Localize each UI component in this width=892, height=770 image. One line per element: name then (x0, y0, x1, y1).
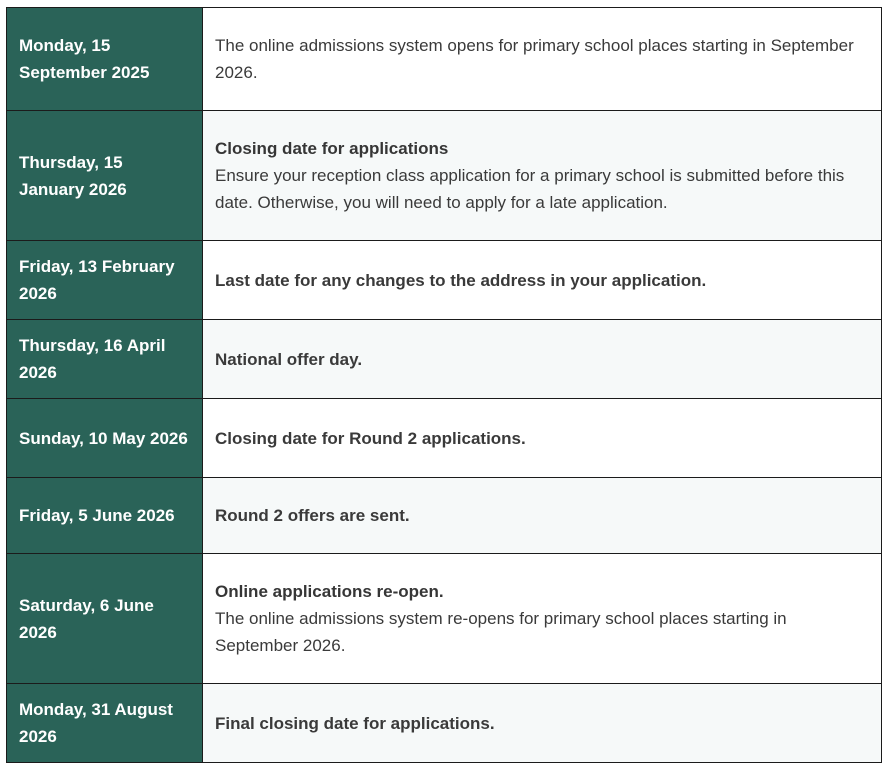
description-cell (203, 399, 882, 478)
description-title: National offer day. (215, 349, 363, 369)
table-row (7, 8, 882, 111)
date-cell: Monday, 15 September 2025 (7, 8, 203, 111)
description-cell (203, 111, 882, 241)
table-row (7, 320, 882, 399)
description-text: The online admissions system re-opens for primary school places starting in September 2026. (215, 609, 787, 655)
description-cell (203, 320, 882, 399)
table-row (7, 111, 882, 241)
table-row (7, 684, 882, 763)
date-cell: Thursday, 15 January 2026 (7, 111, 203, 241)
description-title: Closing date for Round 2 applications. (215, 428, 526, 448)
description-cell (203, 684, 882, 763)
date-cell: Friday, 5 June 2026 (7, 478, 203, 554)
date-cell: Sunday, 10 May 2026 (7, 399, 203, 478)
table-row (7, 554, 882, 684)
description-text: The online admissions system opens for primary school places starting in September 2026. (215, 36, 854, 82)
description-title: Online applications re-open. (215, 582, 444, 601)
description-title: Last date for any changes to the address in your application. (215, 270, 707, 290)
description-cell (203, 554, 882, 684)
table-row (7, 399, 882, 478)
date-cell: Friday, 13 February 2026 (7, 241, 203, 320)
description-title: Closing date for applications (215, 139, 449, 158)
date-cell: Monday, 31 August 2026 (7, 684, 203, 763)
date-cell: Thursday, 16 April 2026 (7, 320, 203, 399)
description-cell (203, 241, 882, 320)
description-cell (203, 478, 882, 554)
description-title: Round 2 offers are sent. (215, 506, 410, 525)
table-row (7, 478, 882, 554)
date-cell: Saturday, 6 June 2026 (7, 554, 203, 684)
description-title: Final closing date for applications. (215, 713, 495, 733)
description-text: Ensure your reception class application for a primary school is submitted before this date. Otherwise, you will need to apply for a late application. (215, 166, 845, 212)
admissions-timeline-table (6, 7, 882, 763)
table-row (7, 241, 882, 320)
description-cell (203, 8, 882, 111)
